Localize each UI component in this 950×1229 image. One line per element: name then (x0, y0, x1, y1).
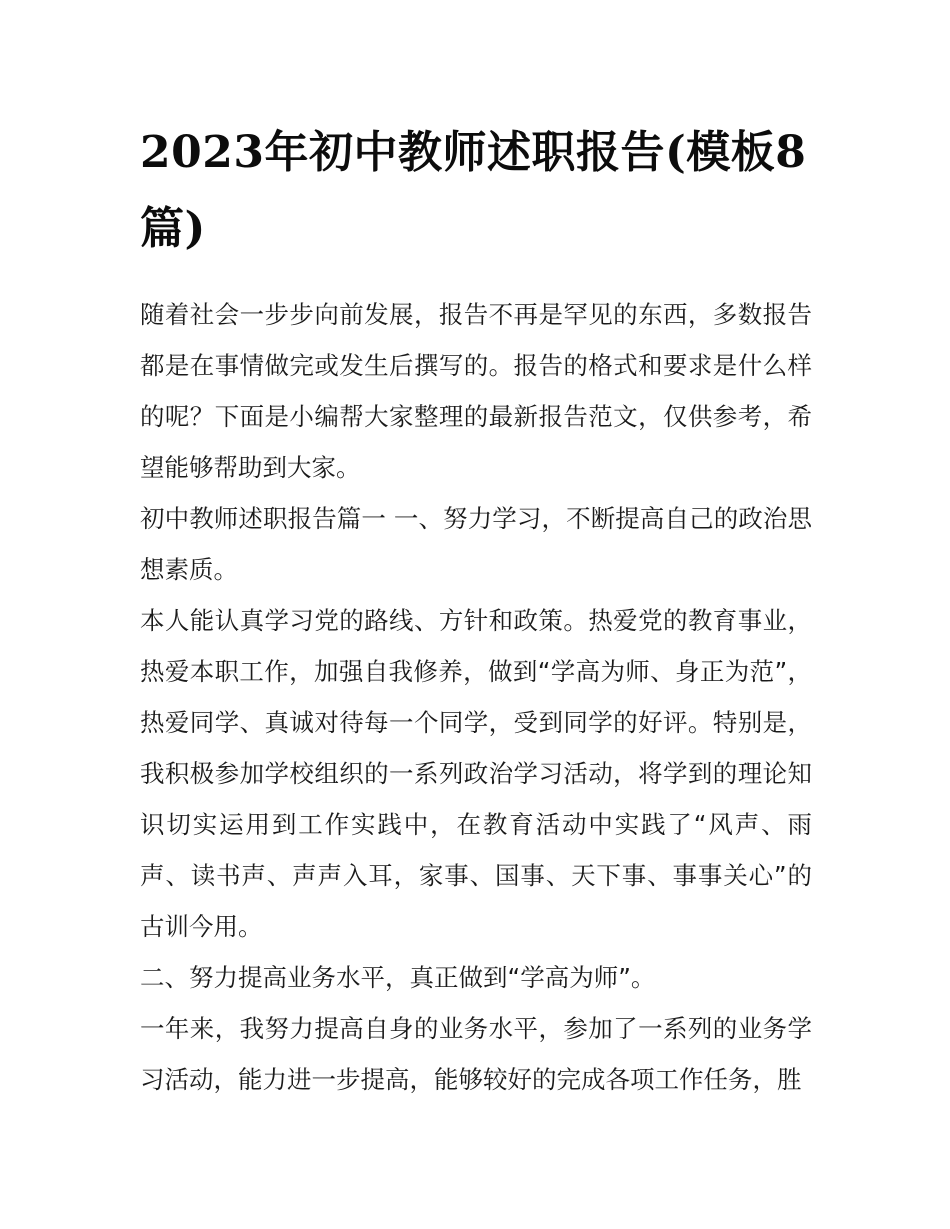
paragraph-political-study: 本人能认真学习党的路线、方针和政策。热爱党的教育事业，热爱本职工作，加强自我修养，做到“学高为师、身正为范”，热爱同学、真诚对待每一个同学，受到同学的好评。特别是，我积极参加学校组织的一系列政治学习活动，将学到的理论知识切实运用到工作实践中，在教育活动中实践了“风声、雨声、读书声、声声入耳，家事、国事、天下事、事事关心”的古训今用。 (140, 606, 812, 941)
paragraph-professional-study: 一年来，我努力提高自身的业务水平，参加了一系列的业务学习活动，能力进一步提高，能够较好的完成各项工作任务，胜 (140, 1014, 812, 1094)
document-body (140, 289, 812, 1105)
document-title: 2023年初中教师述职报告(模板8篇) (140, 127, 807, 254)
paragraph-section-two-heading: 二、努力提高业务水平，真正做到“学高为师”。 (140, 963, 656, 992)
paragraph-section-one-heading: 初中教师述职报告篇一 一、努力学习，不断提高自己的政治思想素质。 (140, 504, 812, 584)
document-page (140, 115, 812, 1105)
paragraph-intro: 随着社会一步步向前发展，报告不再是罕见的东西，多数报告都是在事情做完或发生后撰写的。报告的格式和要求是什么样的呢？下面是小编帮大家整理的最新报告范文，仅供参考，希望能够帮助到大家。 (140, 300, 812, 482)
